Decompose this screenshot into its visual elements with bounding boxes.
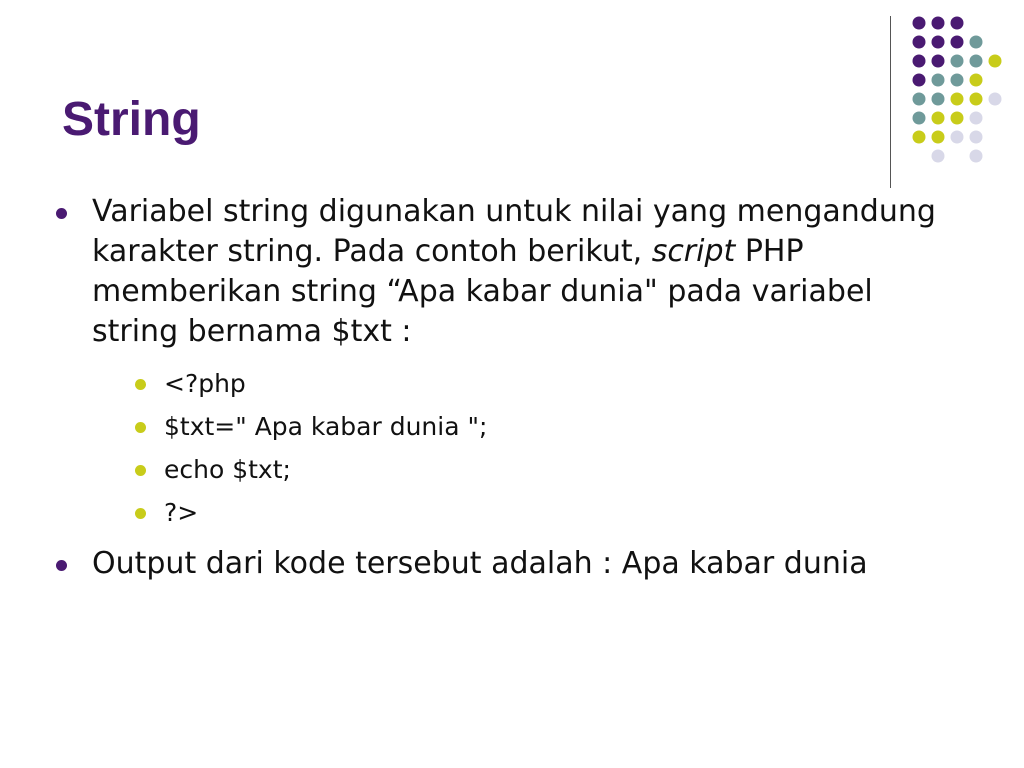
code-line bbox=[134, 362, 952, 405]
decorative-dot bbox=[913, 131, 926, 144]
decorative-dot bbox=[951, 93, 964, 106]
decorative-dot bbox=[970, 150, 983, 163]
sub-bullet-dot bbox=[135, 508, 146, 519]
bullet-item-variable-description bbox=[52, 192, 952, 352]
decorative-dot bbox=[970, 131, 983, 144]
decorative-dot bbox=[913, 74, 926, 87]
code-line bbox=[134, 405, 952, 448]
decorative-dot bbox=[970, 112, 983, 125]
sub-bullet-dot bbox=[135, 465, 146, 476]
decorative-dot bbox=[989, 55, 1002, 68]
decorative-dot bbox=[951, 17, 964, 30]
decorative-dot bbox=[932, 74, 945, 87]
decorative-dot bbox=[970, 36, 983, 49]
sub-bullet-dot bbox=[135, 379, 146, 390]
code-line bbox=[134, 491, 952, 534]
decorative-dot bbox=[970, 93, 983, 106]
decorative-dot bbox=[913, 93, 926, 106]
dot-grid-pattern bbox=[0, 0, 1024, 200]
bullet-dot bbox=[56, 208, 67, 219]
slide-title: String bbox=[62, 93, 201, 146]
decorative-dot bbox=[951, 55, 964, 68]
decorative-dot bbox=[932, 55, 945, 68]
code-line bbox=[134, 448, 952, 491]
code-line-text: $txt=" Apa kabar dunia "; bbox=[164, 412, 488, 441]
sub-bullet-dot bbox=[135, 422, 146, 433]
decorative-dot bbox=[932, 17, 945, 30]
slide-body bbox=[52, 192, 952, 584]
decorative-dot bbox=[913, 17, 926, 30]
decorative-dot bbox=[913, 55, 926, 68]
decorative-dot bbox=[913, 36, 926, 49]
decorative-dot bbox=[989, 93, 1002, 106]
decorative-dot bbox=[913, 112, 926, 125]
code-line-text: ?> bbox=[164, 498, 199, 527]
code-lines-list bbox=[134, 362, 952, 534]
code-line-text: echo $txt; bbox=[164, 455, 291, 484]
bullet-text-pre: Variabel string digunakan untuk nilai yang mengandung karakter string. Pada contoh berikut, bbox=[92, 194, 936, 269]
decorative-dot bbox=[951, 131, 964, 144]
decorative-dot bbox=[932, 150, 945, 163]
decorative-dot bbox=[970, 55, 983, 68]
bullet-dot bbox=[56, 560, 67, 571]
decorative-dot bbox=[932, 93, 945, 106]
decorative-dot bbox=[932, 36, 945, 49]
decorative-dot bbox=[932, 131, 945, 144]
decorative-dot bbox=[951, 74, 964, 87]
bullet-text-italic: script bbox=[651, 234, 736, 269]
bullet-text-post: PHP memberikan string “Apa kabar dunia" pada variabel string bernama $txt : bbox=[92, 234, 873, 349]
decorative-dot bbox=[932, 112, 945, 125]
bullet-item-output bbox=[52, 544, 952, 584]
divider-line bbox=[890, 16, 891, 188]
decorative-dot bbox=[951, 112, 964, 125]
decorative-dot bbox=[970, 74, 983, 87]
code-line-text: <?php bbox=[164, 369, 246, 398]
decorative-dot bbox=[951, 36, 964, 49]
bullet-text: Output dari kode tersebut adalah : Apa kabar dunia bbox=[92, 546, 868, 581]
